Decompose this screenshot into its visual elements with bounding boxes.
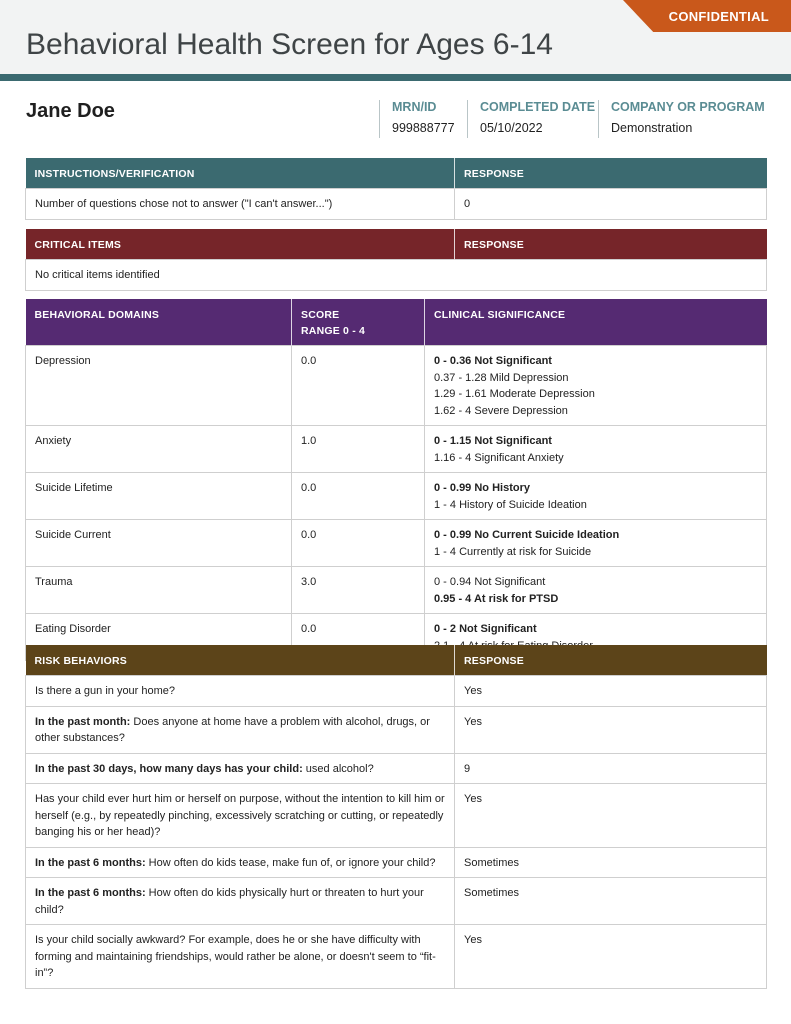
domains-col-header: BEHAVIORAL DOMAINS — [26, 299, 292, 346]
domain-significance — [425, 567, 767, 614]
table-row — [26, 878, 767, 925]
domains-header-row — [26, 299, 767, 346]
score-header-line2: RANGE 0 - 4 — [301, 325, 366, 337]
risk-question — [26, 847, 455, 878]
domain-name: Depression — [26, 346, 292, 426]
question-text: Is your child socially awkward? For example, does he or she have difficulty with forming and maintaining friendships, would rather be alone, or doesn't seem to “fit-in”? — [35, 934, 436, 979]
risk-response: Yes — [455, 706, 767, 753]
range-line: 1.16 - 4 Significant Anxiety — [434, 451, 564, 464]
report-title: Behavioral Health Screen for Ages 6-14 — [26, 28, 553, 61]
table-row — [26, 426, 767, 473]
critical-items-col-header: CRITICAL ITEMS — [26, 229, 455, 260]
completed-date-value: 05/10/2022 — [480, 121, 543, 135]
range-line: 1.62 - 4 Severe Depression — [434, 404, 568, 417]
critical-item: No critical items identified — [26, 260, 767, 291]
range-line: 1 - 4 Currently at risk for Suicide — [434, 545, 592, 558]
table-row — [26, 706, 767, 753]
domain-name: Eating Disorder — [26, 614, 292, 661]
range-line: 0 - 1.15 Not Significant — [434, 435, 552, 447]
domain-score: 0.0 — [292, 473, 425, 520]
domain-score: 1.0 — [292, 426, 425, 473]
range-line: 0 - 2 Not Significant — [434, 623, 537, 635]
table-row — [26, 847, 767, 878]
risk-behaviors-table — [25, 645, 767, 989]
domain-name: Trauma — [26, 567, 292, 614]
confidential-label: CONFIDENTIAL — [668, 9, 769, 24]
completed-date-block — [467, 100, 595, 138]
domain-significance — [425, 346, 767, 426]
risk-response: Yes — [455, 676, 767, 707]
table-row — [26, 346, 767, 426]
domain-significance — [425, 426, 767, 473]
question-lead: In the past month: — [35, 715, 131, 728]
response-col-header: RESPONSE — [455, 645, 767, 676]
domain-name: Anxiety — [26, 426, 292, 473]
completed-date-label: COMPLETED DATE — [480, 100, 596, 114]
header-rule — [0, 74, 791, 81]
risk-question — [26, 706, 455, 753]
domain-score: 0.0 — [292, 346, 425, 426]
mrn-label: MRN/ID — [392, 100, 437, 114]
risk-response: Yes — [455, 925, 767, 989]
question-lead: In the past 6 months: — [35, 887, 146, 899]
question-text: Has your child ever hurt him or herself on purpose, without the intention to kill him or herself (e.g., by repeatedly pinching, excessively scratching or cutting, or repeatedly banging his or her head)? — [35, 793, 445, 838]
question-text: How often do kids tease, make fun of, or ignore your child? — [145, 856, 436, 869]
domain-significance — [425, 520, 767, 567]
risk-question — [26, 878, 455, 925]
question-lead: In the past 30 days, how many days has your child: — [35, 762, 303, 775]
instruction-response: 0 — [455, 189, 767, 220]
program-value: Demonstration — [611, 121, 693, 135]
instructions-col-header: INSTRUCTIONS/VERIFICATION — [26, 158, 455, 189]
risk-question — [26, 784, 455, 848]
table-row — [26, 260, 767, 291]
range-line: 1 - 4 History of Suicide Ideation — [434, 498, 587, 511]
instructions-header-row — [26, 158, 767, 189]
program-block — [598, 100, 765, 138]
score-header-line1: SCORE — [301, 309, 340, 321]
table-row — [26, 753, 767, 784]
instructions-table — [25, 158, 767, 220]
range-line: 0.37 - 1.28 Mild Depression — [434, 371, 569, 384]
risk-question — [26, 925, 455, 989]
domain-name: Suicide Lifetime — [26, 473, 292, 520]
program-label: COMPANY OR PROGRAM — [611, 100, 765, 114]
domain-score: 0.0 — [292, 520, 425, 567]
response-col-header: RESPONSE — [455, 158, 767, 189]
significance-col-header: CLINICAL SIGNIFICANCE — [425, 299, 767, 346]
table-row — [26, 925, 767, 989]
domain-name: Suicide Current — [26, 520, 292, 567]
question-text: How often do kids physically hurt or threaten to hurt your child? — [35, 887, 424, 916]
table-row — [26, 784, 767, 848]
question-text: Does anyone at home have a problem with alcohol, drugs, or other substances? — [35, 715, 430, 744]
table-row — [26, 189, 767, 220]
risk-col-header: RISK BEHAVIORS — [26, 645, 455, 676]
risk-response: Yes — [455, 784, 767, 848]
table-row — [26, 567, 767, 614]
table-row — [26, 473, 767, 520]
critical-items-table — [25, 229, 767, 291]
question-text: used alcohol? — [302, 762, 374, 775]
mrn-block — [379, 100, 455, 138]
domain-significance — [425, 473, 767, 520]
table-row — [26, 676, 767, 707]
score-col-header — [292, 299, 425, 346]
behavioral-domains-table — [25, 299, 767, 661]
domain-score: 3.0 — [292, 567, 425, 614]
range-line: 0 - 0.99 No Current Suicide Ideation — [434, 529, 620, 541]
question-text: Is there a gun in your home? — [35, 685, 176, 697]
range-line: 0.95 - 4 At risk for PTSD — [434, 592, 559, 605]
table-row — [26, 520, 767, 567]
risk-question — [26, 676, 455, 707]
question-lead: In the past 6 months: — [35, 856, 146, 869]
range-line: 0 - 0.94 Not Significant — [434, 576, 546, 588]
critical-header-row — [26, 229, 767, 260]
range-line: 1.29 - 1.61 Moderate Depression — [434, 388, 595, 400]
range-line: 0 - 0.36 Not Significant — [434, 355, 552, 367]
instruction-item: Number of questions chose not to answer ("I can't answer...") — [26, 189, 455, 220]
patient-name: Jane Doe — [26, 100, 115, 122]
risk-question — [26, 753, 455, 784]
risk-response: Sometimes — [455, 878, 767, 925]
risk-header-row — [26, 645, 767, 676]
range-line: 0 - 0.99 No History — [434, 482, 530, 494]
risk-response: Sometimes — [455, 847, 767, 878]
domain-score: 0.0 — [292, 614, 425, 661]
response-col-header: RESPONSE — [455, 229, 767, 260]
mrn-value: 999888777 — [392, 121, 455, 135]
risk-response: 9 — [455, 753, 767, 784]
